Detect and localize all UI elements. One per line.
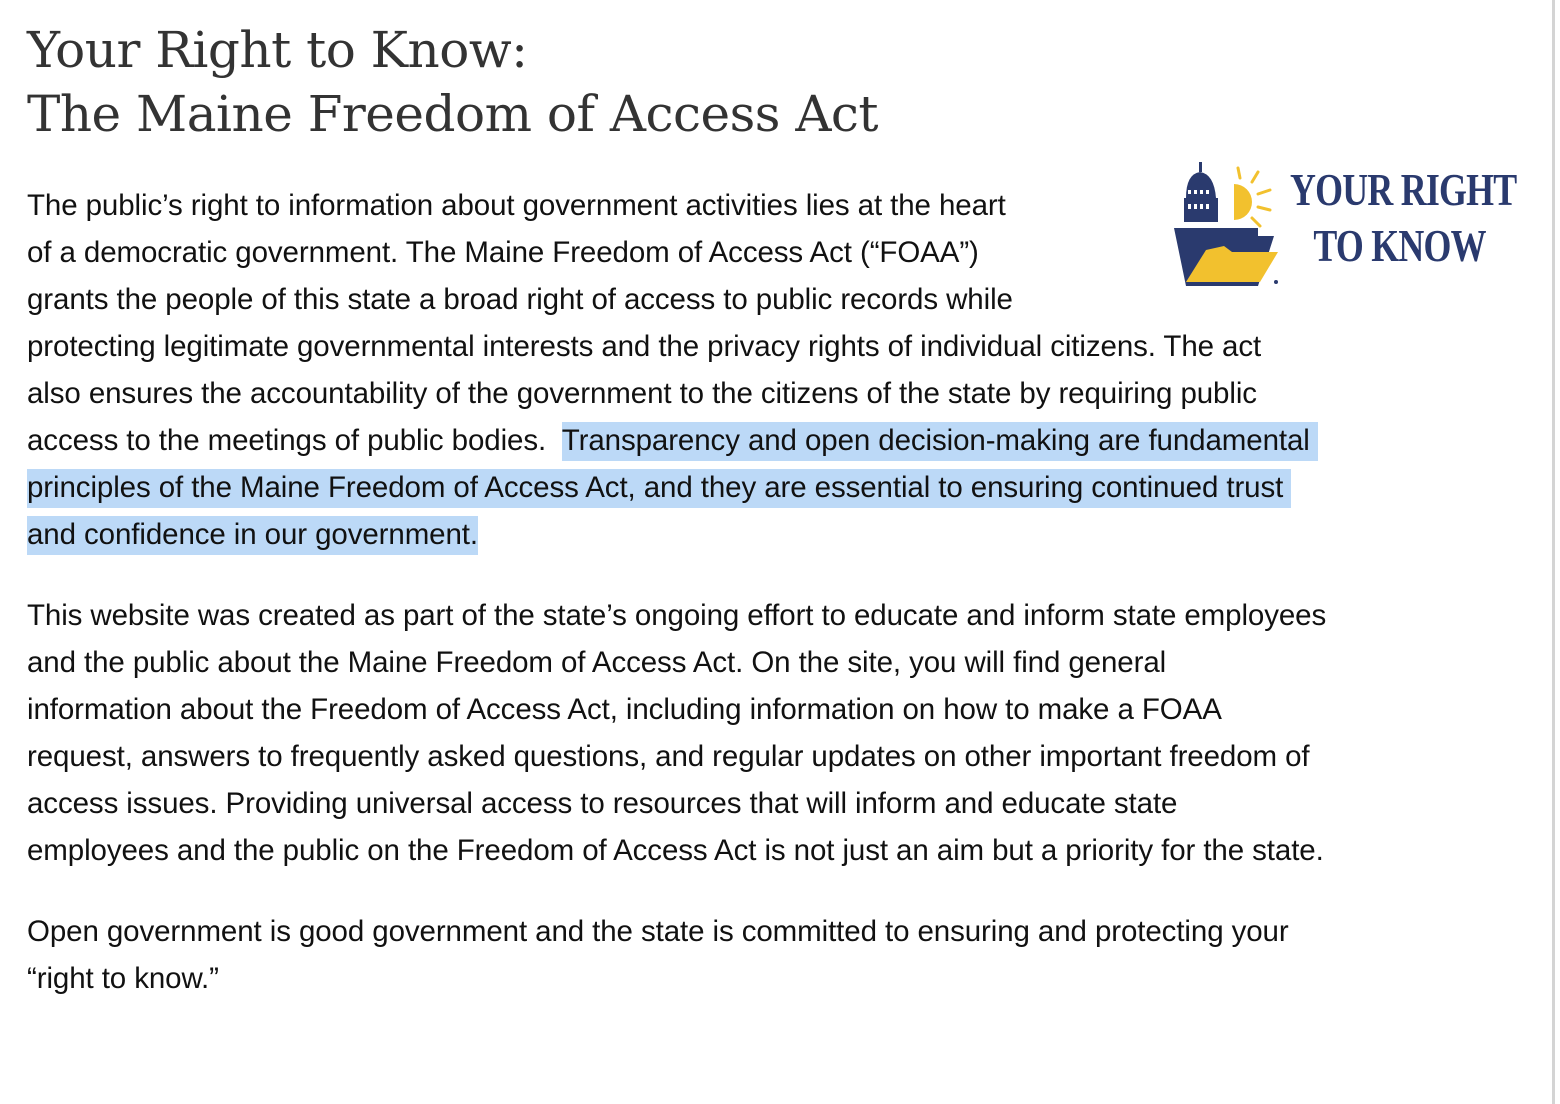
closing-paragraph: [27, 908, 1289, 1002]
selected-text[interactable]: principles of the Maine Freedom of Access Act, and they are essential to ensuring continued trust: [27, 469, 1291, 508]
title-line-2: The Maine Freedom of Access Act: [27, 85, 879, 143]
selected-text[interactable]: Transparency and open decision-making are fundamental: [562, 422, 1318, 461]
selected-text[interactable]: and confidence in our government.: [27, 516, 478, 555]
text-line: and the public about the Maine Freedom of Access Act. On the site, you will find general: [27, 646, 1167, 679]
text-line: This website was created as part of the state’s ongoing effort to educate and inform state employees: [27, 599, 1327, 632]
logo-wordmark: [1290, 162, 1516, 274]
text-line: [27, 511, 1318, 558]
text-line: protecting legitimate governmental interests and the privacy rights of individual citizens. The act: [27, 330, 1262, 363]
logo-line-1: YOUR RIGHT: [1290, 164, 1517, 215]
text-line: access issues. Providing universal access to resources that will inform and educate state: [27, 787, 1178, 820]
text-line: [27, 464, 1318, 511]
text-line: request, answers to frequently asked questions, and regular updates on other important freedom of: [27, 740, 1310, 773]
text-line: “right to know.”: [27, 962, 219, 995]
text-line: Open government is good government and the state is committed to ensuring and protecting your: [27, 915, 1289, 948]
website-purpose-paragraph: [27, 592, 1326, 874]
plain-text: access to the meetings of public bodies.: [27, 424, 562, 457]
page-title: [27, 18, 878, 146]
text-line: [27, 417, 1318, 464]
text-line: The public’s right to information about government activities lies at the heart: [27, 189, 1006, 222]
text-line: also ensures the accountability of the government to the citizens of the state by requiring public: [27, 377, 1257, 410]
text-line: grants the people of this state a broad right of access to public records while: [27, 283, 1013, 316]
intro-paragraph: [27, 182, 1318, 558]
text-line: information about the Freedom of Access Act, including information on how to make a FOAA: [27, 693, 1222, 726]
text-line: of a democratic government. The Maine Freedom of Access Act (“FOAA”): [27, 236, 979, 269]
text-line: employees and the public on the Freedom of Access Act is not just an aim but a priority for the state.: [27, 834, 1324, 867]
title-line-1: Your Right to Know:: [27, 21, 528, 79]
logo-line-2: TO KNOW: [1313, 220, 1486, 271]
